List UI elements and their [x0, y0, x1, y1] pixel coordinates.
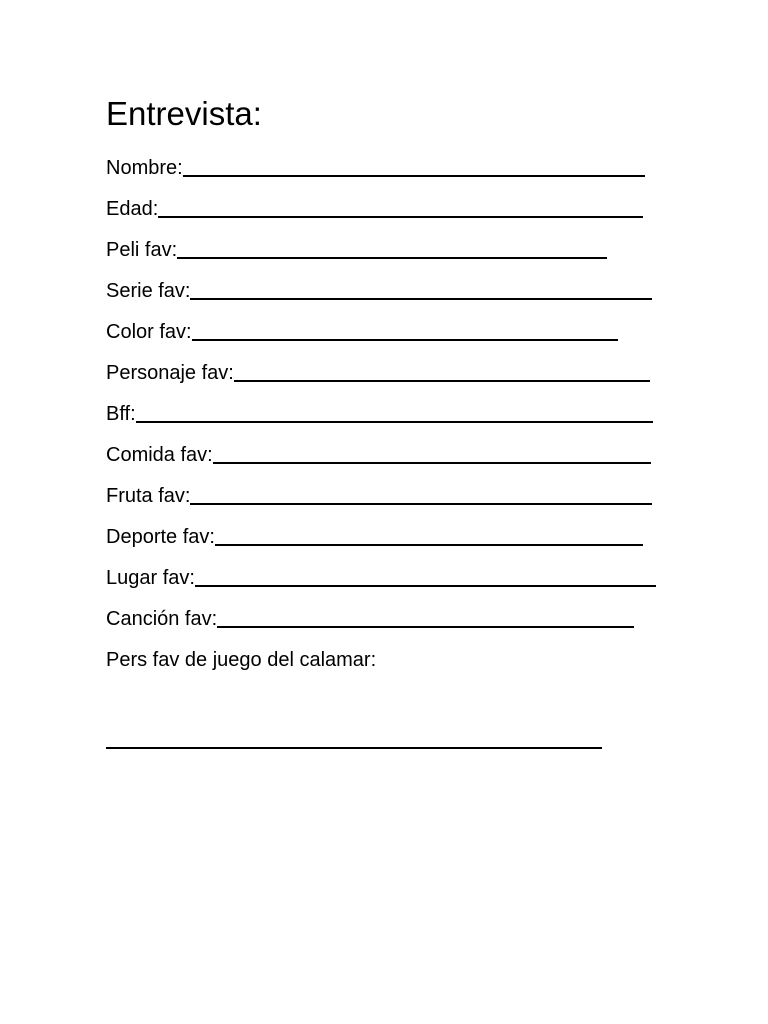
field-label: Serie fav: [106, 280, 191, 302]
field-comida-fav [106, 437, 651, 467]
answer-line[interactable] [217, 626, 634, 628]
field-color-fav [106, 314, 618, 344]
answer-line[interactable] [190, 298, 652, 300]
field-label: Deporte fav: [106, 526, 215, 548]
answer-line[interactable] [192, 339, 618, 341]
field-label: Color fav: [106, 321, 192, 343]
field-pers-fav-juego-del-calamar [106, 642, 376, 672]
answer-line[interactable] [234, 380, 650, 382]
field-label: Canción fav: [106, 608, 218, 630]
field-serie-fav [106, 273, 652, 303]
answer-line[interactable] [190, 503, 652, 505]
field-bff [106, 396, 653, 426]
field-edad [106, 191, 643, 221]
field-lugar-fav [106, 560, 656, 590]
answer-line[interactable] [215, 544, 643, 546]
answer-line-pers-fav[interactable] [106, 747, 602, 749]
field-cancion-fav [106, 601, 634, 631]
field-label: Lugar fav: [106, 567, 195, 589]
answer-line[interactable] [183, 175, 645, 177]
field-label: Peli fav: [106, 239, 178, 261]
answer-line[interactable] [195, 585, 656, 587]
answer-line[interactable] [136, 421, 653, 423]
field-label: Edad: [106, 198, 159, 220]
field-fruta-fav [106, 478, 652, 508]
field-label: Fruta fav: [106, 485, 191, 507]
field-label: Nombre: [106, 157, 183, 179]
field-label: Personaje fav: [106, 362, 234, 384]
field-label: Pers fav de juego del calamar: [106, 649, 377, 671]
answer-line[interactable] [177, 257, 607, 259]
field-label: Bff: [106, 403, 136, 425]
field-deporte-fav [106, 519, 643, 549]
field-peli-fav [106, 232, 607, 262]
field-label: Comida fav: [106, 444, 213, 466]
answer-line[interactable] [158, 216, 643, 218]
field-nombre [106, 150, 645, 180]
answer-line[interactable] [213, 462, 651, 464]
field-personaje-fav [106, 355, 650, 385]
page-title: Entrevista: [106, 95, 262, 132]
